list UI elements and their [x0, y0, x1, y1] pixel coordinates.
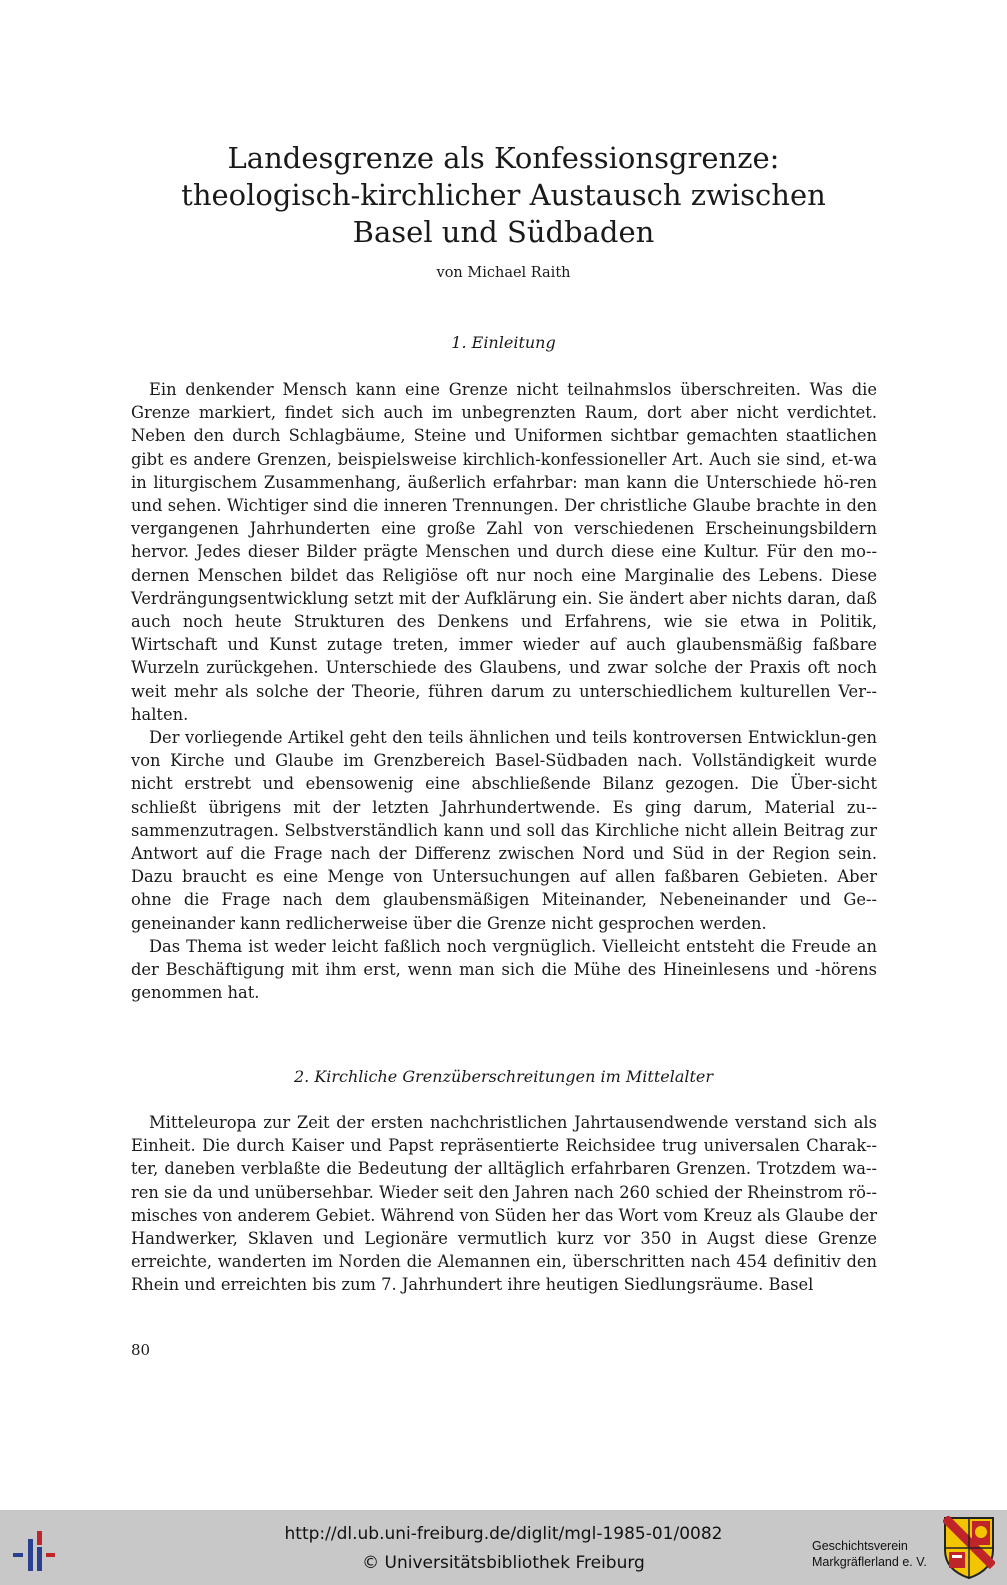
section-body	[131, 378, 877, 1004]
article-title	[150, 140, 857, 251]
footer-bar	[0, 1510, 1007, 1585]
title-line: Basel und Südbaden	[352, 215, 655, 249]
section-body	[131, 1111, 877, 1297]
footer-url[interactable]: http://dl.ub.uni-freiburg.de/diglit/mgl-1985-01/0082	[284, 1524, 723, 1544]
society-name-line: Geschichtsverein	[812, 1539, 908, 1553]
society-name	[812, 1538, 937, 1570]
society-name-line: Markgräflerland e. V.	[812, 1555, 927, 1569]
paragraph: Das Thema ist weder leicht faßlich noch vergnüglich. Vielleicht entsteht die Freude an der Beschäftigung mit ihm erst, wenn man sich die Mühe des Hineinlesens und -hörens genommen hat.	[131, 936, 877, 1003]
title-line: Landesgrenze als Konfessionsgrenze:	[227, 141, 780, 175]
page-number: 80	[131, 1341, 151, 1359]
paragraph: Mitteleuropa zur Zeit der ersten nachchristlichen Jahrtausendwende verstand sich als Einheit. Die durch Kaiser und Papst repräsentierte Reichsidee trug universalen Charak-ter, daneben verblaßte die Bedeutung der alltäglich erfahrbaren Grenzen. Trotzdem wa-ren sie da und unübersehbar. Wieder seit den Jahren nach 260 schied der Rheinstrom rö-misches von anderem Gebiet. Während von Süden her das Wort vom Kreuz als Glaube der Handwerker, Sklaven und Legionäre vermutlich kurz vor 350 in Augst diese Grenze erreichte, wanderten im Norden die Alemannen ein, überschritten nach 454 definitiv den Rhein und erreichten bis zum 7. Jahrhundert ihre heutigen Siedlungsräume. Basel	[131, 1113, 877, 1295]
title-line: theologisch-kirchlicher Austausch zwischen	[181, 178, 826, 212]
paragraph: Ein denkender Mensch kann eine Grenze nicht teilnahmslos überschreiten. Was die Grenze markiert, findet sich auch im unbegrenzten Raum, dort aber nicht verdichtet. Neben den durch Schlagbäume, Steine und Uniformen sichtbar gemachten staatlichen gibt es andere Grenzen, beispielsweise kirchlich-konfessioneller Art. Auch sie sind, et-wa in liturgischem Zusammenhang, äußerlich erfahrbar: man kann die Unterschiede hö-ren und sehen. Wichtiger sind die inneren Trennungen. Der christliche Glaube brachte in den vergangenen Jahrhunderten eine große Zahl von verschiedenen Erscheinungsbildern hervor. Jedes dieser Bilder prägte Menschen und durch diese eine Kultur. Für den mo-dernen Menschen bildet das Religiöse oft nur noch eine Marginalie des Lebens. Diese Verdrängungsentwicklung setzt mit der Aufklärung ein. Sie ändert aber nichts daran, daß auch noch heute Strukturen des Denkens und Erfahrens, wie sie etwa in Politik, Wirtschaft und Kunst zutage treten, immer wieder auf auch glaubensmäßig faßbare Wurzeln zurückgehen. Unterschiede des Glaubens, und zwar solche der Praxis oft noch weit mehr als solche der Theorie, führen darum zu unterschiedlichem kulturellen Ver-halten.	[131, 380, 877, 724]
coat-of-arms-icon	[943, 1516, 995, 1580]
section-heading: 1. Einleitung	[451, 333, 556, 352]
article-author: von Michael Raith	[436, 265, 571, 281]
paragraph: Der vorliegende Artikel geht den teils ähnlichen und teils kontroversen Entwicklun-gen von Kirche und Glaube im Grenzbereich Basel-Südbaden nach. Vollständigkeit wurde nicht erstrebt und ebensowenig eine abschließende Bilanz gezogen. Die Über-sicht schließt übrigens mit der letzten Jahrhundertwende. Es ging darum, Material zu-sammenzutragen. Selbstverständlich kann und soll das Kirchliche nicht allein Beitrag zur Antwort auf die Frage nach der Differenz zwischen Nord und Süd in der Region sein. Dazu braucht es eine Menge von Untersuchungen auf allen faßbaren Gebieten. Aber ohne die Frage nach dem glaubensmäßigen Miteinander, Nebeneinander und Ge-geneinander kann redlicherweise über die Grenze nicht gesprochen werden.	[131, 728, 877, 933]
section-heading: 2. Kirchliche Grenzüberschreitungen im Mittelalter	[293, 1067, 714, 1086]
footer-copyright: © Universitätsbibliothek Freiburg	[362, 1553, 645, 1573]
